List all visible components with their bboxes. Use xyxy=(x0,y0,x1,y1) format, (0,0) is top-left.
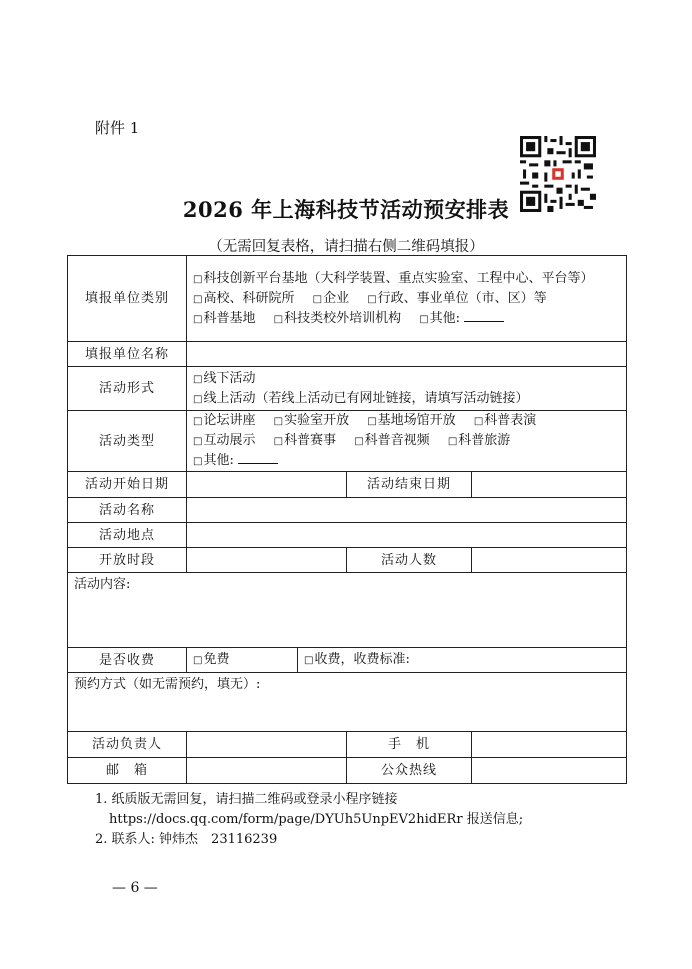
activity-location-row xyxy=(68,523,627,548)
option-label: 科普音视频 xyxy=(364,433,430,448)
leader-label: 活动负责人 xyxy=(68,732,187,758)
leader-field[interactable] xyxy=(187,732,347,758)
page-number: — 6 — xyxy=(112,880,158,896)
checkbox[interactable]: □ xyxy=(193,273,203,285)
option-label: 免费 xyxy=(203,652,230,667)
checkbox[interactable]: □ xyxy=(193,655,203,666)
unit-name-field[interactable] xyxy=(187,342,627,367)
fee-label: 是否收费 xyxy=(68,648,187,673)
checkbox[interactable]: □ xyxy=(193,313,203,325)
start-date-label: 活动开始日期 xyxy=(68,472,187,498)
participants-field[interactable] xyxy=(472,548,627,573)
start-date-field[interactable] xyxy=(187,472,347,498)
hotline-label: 公众热线 xyxy=(347,758,472,784)
option-label: 线上活动（若线上活动已有网址链接，请填写活动链接） xyxy=(203,390,529,406)
unit-name-label: 填报单位名称 xyxy=(68,342,187,367)
option-label: 科技类校外培训机构 xyxy=(284,310,402,326)
option-label: 基地场馆开放 xyxy=(377,413,456,428)
unit-type-options xyxy=(187,256,627,342)
checkbox[interactable]: □ xyxy=(419,313,429,325)
checkbox[interactable]: □ xyxy=(193,293,203,305)
checkbox[interactable]: □ xyxy=(367,293,377,305)
checkbox[interactable]: □ xyxy=(312,293,323,305)
activity-location-label: 活动地点 xyxy=(68,523,187,548)
checkbox[interactable]: □ xyxy=(447,436,458,447)
open-hours-label: 开放时段 xyxy=(68,548,187,573)
fee-paid-option[interactable] xyxy=(298,648,627,673)
attachment-label: 附件 1 xyxy=(95,119,140,137)
option-label: 科技创新平台基地（大科学装置、重点实验室、工程中心、平台等） xyxy=(203,270,594,286)
activity-name-field[interactable] xyxy=(187,498,627,523)
leader-row xyxy=(68,732,627,758)
option-label: 实验室开放 xyxy=(284,413,350,428)
page-title: 2026 年上海科技节活动预安排表 xyxy=(182,197,510,222)
mobile-field[interactable] xyxy=(472,732,627,758)
checkbox[interactable]: □ xyxy=(193,436,203,447)
activity-type-label: 活动类型 xyxy=(68,411,187,472)
hotline-field[interactable] xyxy=(472,758,627,784)
other-blank[interactable] xyxy=(238,451,278,464)
checkbox[interactable]: □ xyxy=(273,416,284,427)
option-label: 线下活动 xyxy=(203,370,256,386)
hours-row xyxy=(68,548,627,573)
checkbox[interactable]: □ xyxy=(193,373,203,385)
activity-type-row xyxy=(68,411,627,472)
activity-form-table xyxy=(67,255,627,784)
activity-type-options xyxy=(187,411,627,472)
end-date-label: 活动结束日期 xyxy=(347,472,472,498)
checkbox[interactable]: □ xyxy=(304,655,314,666)
notes xyxy=(95,790,523,850)
checkbox[interactable]: □ xyxy=(473,416,484,427)
page-subtitle: （无需回复表格，请扫描右侧二维码填报） xyxy=(208,239,484,255)
open-hours-field[interactable] xyxy=(187,548,347,573)
activity-form-options xyxy=(187,367,627,411)
activity-location-field[interactable] xyxy=(187,523,627,548)
participants-label: 活动人数 xyxy=(347,548,472,573)
option-label: 论坛讲座 xyxy=(203,413,256,428)
note-2: 2. 联系人: 钟炜杰 23116239 xyxy=(95,832,278,847)
activity-form-label: 活动形式 xyxy=(68,367,187,411)
unit-name-row xyxy=(68,342,627,367)
checkbox[interactable]: □ xyxy=(193,393,203,405)
activity-name-label: 活动名称 xyxy=(68,498,187,523)
option-label: 科普基地 xyxy=(203,310,256,326)
option-label: 高校、科研院所 xyxy=(203,290,295,306)
option-label: 企业 xyxy=(323,290,350,306)
email-label: 邮 箱 xyxy=(68,758,187,784)
option-label: 科普赛事 xyxy=(284,433,337,448)
fee-row xyxy=(68,648,627,673)
option-label: 其他: xyxy=(429,310,461,326)
reservation-field[interactable] xyxy=(68,673,627,732)
email-row xyxy=(68,758,627,784)
option-label: 行政、事业单位（市、区）等 xyxy=(377,290,547,306)
checkbox[interactable]: □ xyxy=(354,436,364,447)
content-label: 活动内容: xyxy=(74,577,131,592)
note-1-link-line xyxy=(95,810,523,830)
date-row xyxy=(68,472,627,498)
checkbox[interactable]: □ xyxy=(273,313,284,325)
option-label: 科普表演 xyxy=(484,413,537,428)
activity-name-row xyxy=(68,498,627,523)
mobile-label: 手 机 xyxy=(347,732,472,758)
unit-type-row xyxy=(68,256,627,342)
option-label: 其他: xyxy=(203,453,234,468)
checkbox[interactable]: □ xyxy=(273,436,284,447)
checkbox[interactable]: □ xyxy=(193,456,203,467)
email-field[interactable] xyxy=(187,758,347,784)
option-label: 科普旅游 xyxy=(458,433,511,448)
option-label: 收费，收费标准: xyxy=(314,652,410,667)
option-label: 互动展示 xyxy=(203,433,256,448)
reservation-row xyxy=(68,673,627,732)
form-link[interactable]: https://docs.qq.com/form/page/DYUh5UnpEV2hidERr xyxy=(109,812,463,827)
note-1: 1. 纸质版无需回复，请扫描二维码或登录小程序链接 xyxy=(95,792,398,807)
activity-form-row xyxy=(68,367,627,411)
fee-free-option[interactable] xyxy=(187,648,298,673)
other-blank[interactable] xyxy=(464,309,504,322)
content-row xyxy=(68,573,627,648)
reservation-label: 预约方式（如无需预约，填无）: xyxy=(74,677,261,692)
end-date-field[interactable] xyxy=(472,472,627,498)
note-1-tail: 报送信息; xyxy=(466,812,524,827)
checkbox[interactable]: □ xyxy=(193,416,203,427)
unit-type-label: 填报单位类别 xyxy=(68,256,187,342)
content-field[interactable] xyxy=(68,573,627,648)
checkbox[interactable]: □ xyxy=(367,416,377,427)
